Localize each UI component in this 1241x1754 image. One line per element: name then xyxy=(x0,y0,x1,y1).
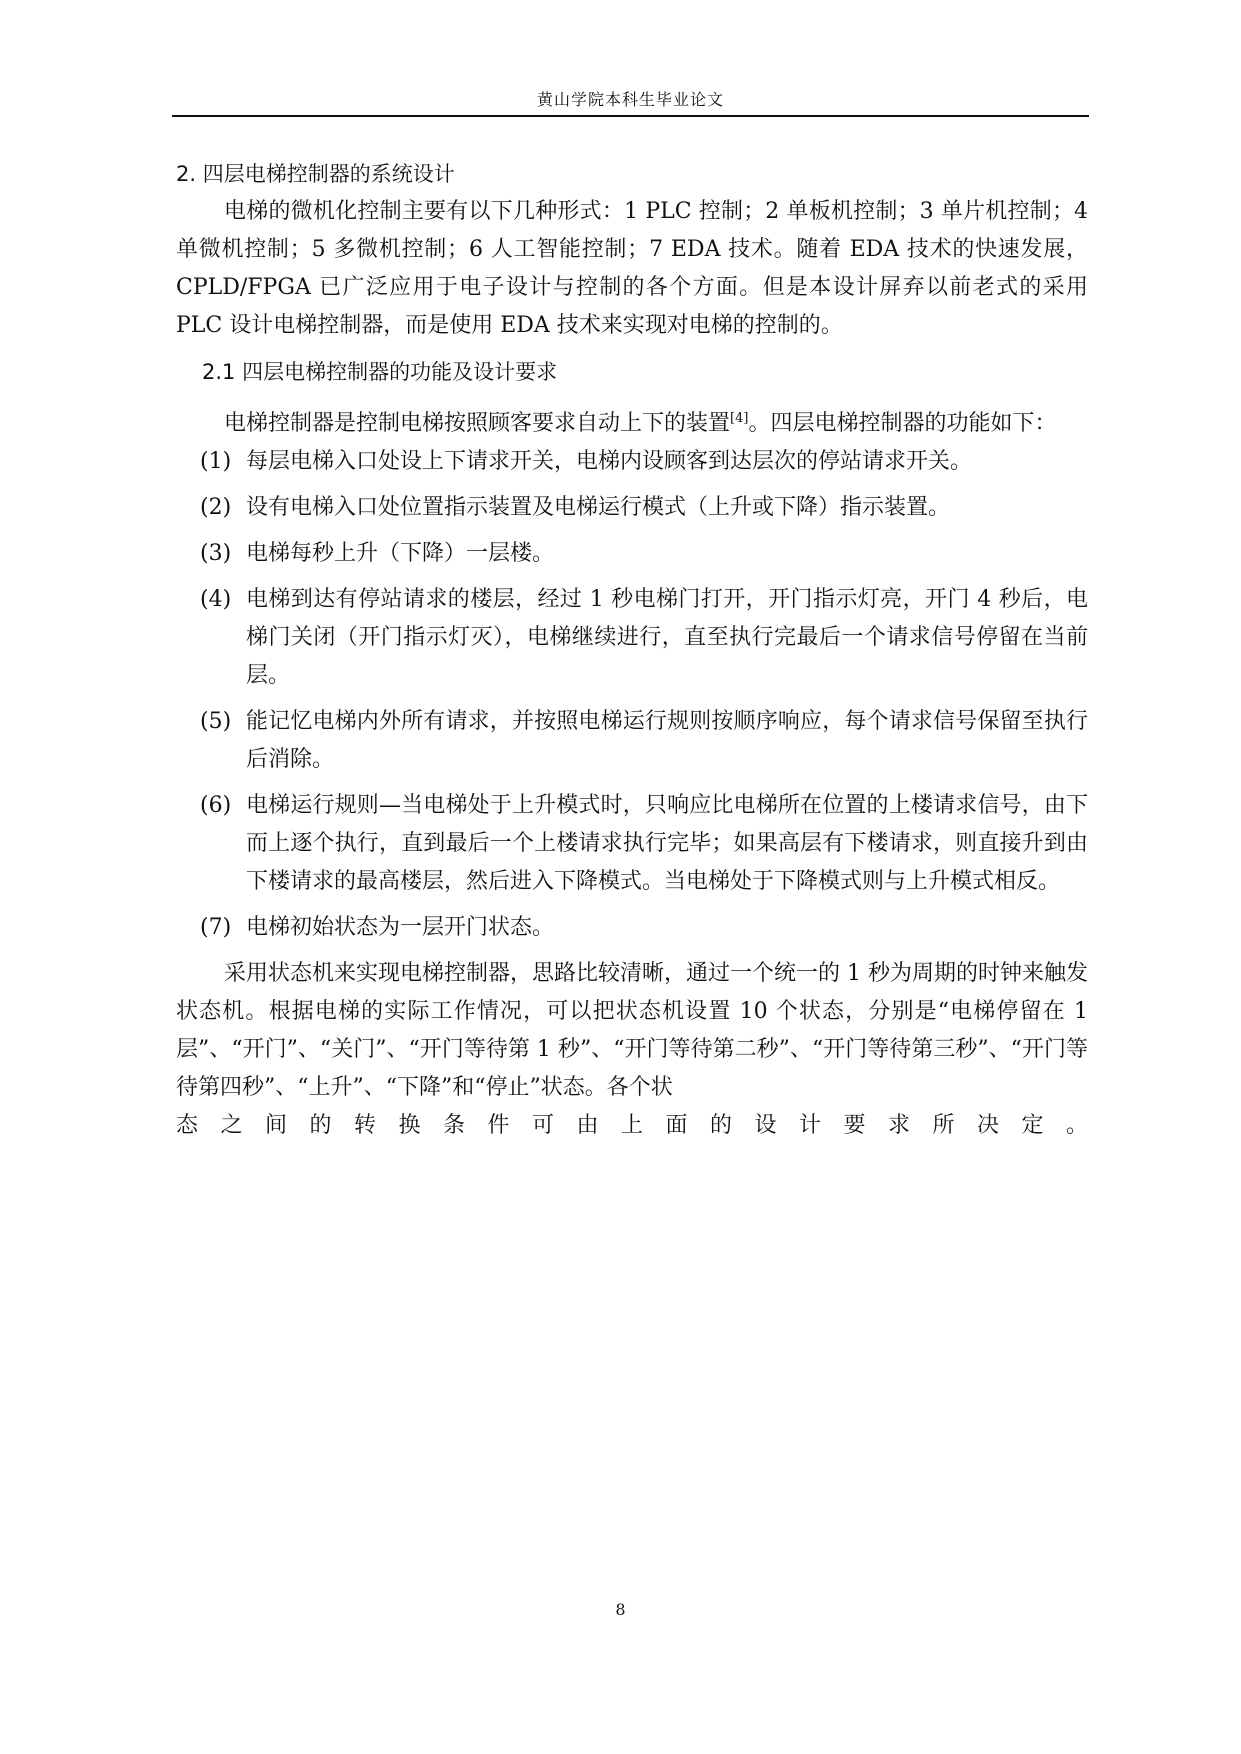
list-item-number: (2) xyxy=(200,495,232,520)
list-item-text: 电梯每秒上升（下降）一层楼。 xyxy=(246,541,555,566)
list-item-text: 电梯初始状态为一层开门状态。 xyxy=(246,915,555,940)
header-rule xyxy=(172,115,1089,117)
list-item-text: 能记忆电梯内外所有请求，并按照电梯运行规则按顺序响应，每个请求信号保留至执行后消除。 xyxy=(246,709,1088,772)
page-number: 8 xyxy=(615,1600,626,1619)
subsection-intro-paragraph xyxy=(176,405,1088,443)
list-item-number: (4) xyxy=(200,587,232,612)
list-item-text: 每层电梯入口处设上下请求开关，电梯内设顾客到达层次的停站请求开关。 xyxy=(246,449,973,474)
subsection-title: 2.1 四层电梯控制器的功能及设计要求 xyxy=(202,360,558,384)
section-intro-paragraph: 电梯的微机化控制主要有以下几种形式：1 PLC 控制；2 单板机控制；3 单片机控制；4 单微机控制；5 多微机控制；6 人工智能控制；7 EDA 技术。随着 EDA 技术的快速发展，CPLD/FPGA 已广泛应用于电子设计与控制的各个方面。但是本设计屏弃以前老式的采用 PLC 设计电梯控制器，而是使用 EDA 技术来实现对电梯的控制的。 xyxy=(176,199,1088,338)
list-item xyxy=(200,581,1088,695)
list-item-text: 电梯运行规则—当电梯处于上升模式时，只响应比电梯所在位置的上楼请求信号，由下而上逐个执行，直到最后一个上楼请求执行完毕；如果高层有下楼请求，则直接升到由下楼请求的最高楼层，然后进入下降模式。当电梯处于下降模式则与上升模式相反。 xyxy=(246,793,1088,894)
closing-paragraph: 采用状态机来实现电梯控制器，思路比较清晰，通过一个统一的 1 秒为周期的时钟来触发状态机。根据电梯的实际工作情况，可以把状态机设置 10 个状态，分别是“电梯停留在 1 层”、“开门”、“关门”、“开门等待第 1 秒”、“开门等待第二秒”、“开门等待第三秒”、“开门等待第四秒”、“上升”、“下降”和“停止”状态。各个状 xyxy=(176,961,1088,1100)
list-item xyxy=(200,787,1088,901)
closing-paragraph-last-line: 态之间的转换条件可由上面的设计要求所决定。 xyxy=(176,1113,1088,1138)
document-body xyxy=(176,155,1088,1145)
running-header: 黄山学院本科生毕业论文 xyxy=(536,90,724,109)
list-item-number: (6) xyxy=(200,793,232,818)
list-item-number: (5) xyxy=(200,709,232,734)
section-title: 2. 四层电梯控制器的系统设计 xyxy=(176,162,455,186)
list-item-number: (1) xyxy=(200,449,232,474)
subsection-intro-text: 电梯控制器是控制电梯按照顾客要求自动上下的装置 xyxy=(224,411,731,436)
list-item xyxy=(200,443,1088,481)
list-item xyxy=(200,909,1088,947)
list-item-text: 电梯到达有停站请求的楼层，经过 1 秒电梯门打开，开门指示灯亮，开门 4 秒后，电梯门关闭（开门指示灯灭），电梯继续进行，直至执行完最后一个请求信号停留在当前层。 xyxy=(246,587,1088,688)
list-item xyxy=(200,535,1088,573)
list-item xyxy=(200,489,1088,527)
list-item-number: (7) xyxy=(200,915,232,940)
function-list xyxy=(176,443,1088,947)
list-item-text: 设有电梯入口处位置指示装置及电梯运行模式（上升或下降）指示装置。 xyxy=(246,495,951,520)
subsection-intro-text-continued: 。四层电梯控制器的功能如下： xyxy=(748,411,1057,436)
citation-ref: [4] xyxy=(730,411,749,426)
list-item xyxy=(200,703,1088,779)
list-item-number: (3) xyxy=(200,541,232,566)
